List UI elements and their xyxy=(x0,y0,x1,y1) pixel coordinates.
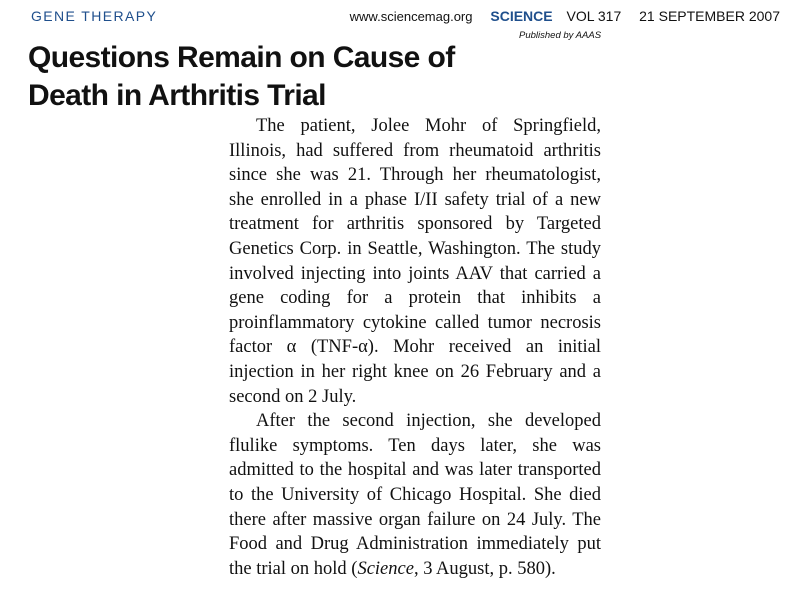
journal-name: SCIENCE xyxy=(490,8,553,24)
journal-header xyxy=(350,8,780,24)
article-headline xyxy=(28,39,488,115)
paragraph-2 xyxy=(229,409,601,581)
headline-line-1: Questions Remain on Cause of xyxy=(28,41,455,74)
paragraph-1: The patient, Jolee Mohr of Springfield, Illinois, had suffered from rheumatoid arthritis since she was 21. Through her rheumatologist, she enrolled in a phase I/II safety trial of a new treatment for arthritis sponsored by Targeted Genetics Corp. in Seattle, Washington. The study involved injecting into joints AAV that carried a gene coding for a protein that inhibits a proinflammatory cytokine called tumor necrosis factor α (TNF-α). Mohr received an initial injection in her right knee on 26 February and a second on 2 July. xyxy=(229,116,601,407)
website-url[interactable]: www.sciencemag.org xyxy=(349,9,473,24)
section-label: GENE THERAPY xyxy=(31,8,158,24)
citation-journal: Science xyxy=(357,558,414,579)
volume-number: VOL 317 xyxy=(566,8,622,24)
paragraph-2-text: After the second injection, she developed flulike symptoms. Ten days later, she was admitted to the hospital and was later transported to the University of Chicago Hospital. She died there after massive organ failure on 24 July. The Food and Drug Administration immediately put the trial on hold ( xyxy=(229,411,601,579)
publisher-note: Published by AAAS xyxy=(519,30,602,41)
citation-details: , 3 August, p. 580). xyxy=(413,558,556,579)
headline-line-2: Death in Arthritis Trial xyxy=(28,79,326,112)
issue-date: 21 SEPTEMBER 2007 xyxy=(639,8,780,24)
article-body xyxy=(229,114,601,581)
